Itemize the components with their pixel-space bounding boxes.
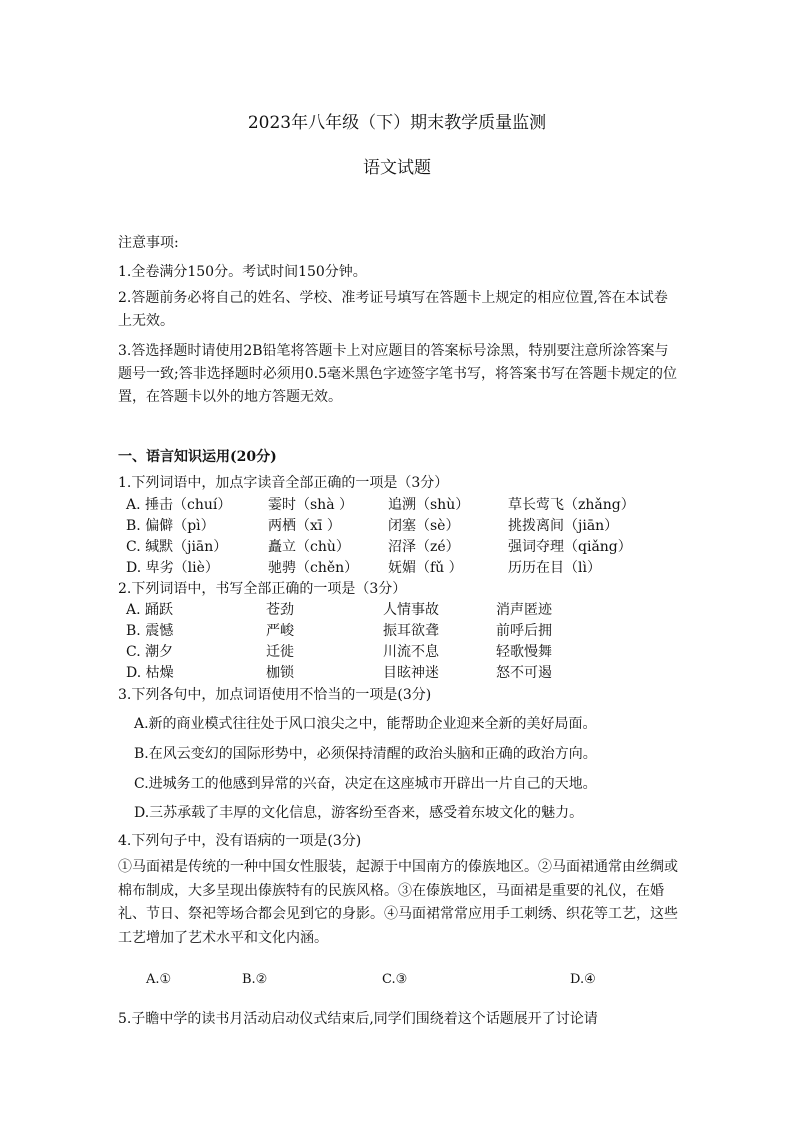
q1-option-row-b xyxy=(118,515,698,535)
q1-cell: 沼泽（zé） xyxy=(388,539,460,555)
q1-cell: B. 偏僻（pì） xyxy=(126,518,215,534)
q1-cell: D. 卑劣（liè） xyxy=(126,560,219,576)
section-heading: 一、语言知识运用(20分) xyxy=(118,449,277,465)
q4-option-a: A.① xyxy=(146,972,172,987)
q1-cell: 驰骋（chěn） xyxy=(268,560,359,576)
q2-option-row-c xyxy=(118,641,698,661)
q1-cell: 草长莺飞（zhǎng） xyxy=(508,497,635,513)
q4-option-c: C.③ xyxy=(382,972,408,987)
q2-option-row-a xyxy=(118,599,698,619)
q4-passage: ①马面裙是传统的一种中国女性服装，起源于中国南方的傣族地区。②马面裙通常由丝绸或棉布制成，大多呈现出傣族特有的民族风格。③在傣族地区，马面裙是重要的礼仪，在婚礼、节日、祭祀等场合都会见到它的身影。④马面裙常常应用手工刺绣、织花等工艺，这些工艺增加了艺术水平和文化内涵。 xyxy=(118,859,678,946)
q1-stem: 1.下列词语中，加点字读音全部正确的一项是（3分） xyxy=(118,475,449,491)
q2-cell: B. 震憾 xyxy=(126,623,174,639)
q2-cell: 川流不息 xyxy=(383,644,439,660)
q2-cell: 严峻 xyxy=(266,623,294,639)
q2-cell: 目眩神迷 xyxy=(383,665,439,681)
q2-cell: 枷锁 xyxy=(266,665,294,681)
q1-cell: A. 捶击（chuí） xyxy=(126,497,232,513)
q1-option-row-d xyxy=(118,557,698,577)
q2-cell: 苍劲 xyxy=(266,602,294,618)
q3-stem: 3.下列各句中，加点词语使用不恰当的一项是(3分) xyxy=(118,687,432,703)
notice-heading: 注意事项: xyxy=(118,235,179,251)
q2-stem: 2.下列词语中，书写全部正确的一项是（3分） xyxy=(118,581,407,597)
q4-option-d: D.④ xyxy=(570,972,596,987)
q2-cell: 振耳欲聋 xyxy=(383,623,439,639)
q1-option-row-a xyxy=(118,494,698,514)
q2-cell: 人情事故 xyxy=(383,602,439,618)
q3-option-b: B.在风云变幻的国际形势中，必须保持清醒的政治头脑和正确的政治方向。 xyxy=(134,746,597,762)
exam-title: 2023年八年级（下）期末教学质量监测 xyxy=(247,113,547,133)
q1-cell: 挑拨离间（jiān） xyxy=(508,518,619,534)
q3-option-a: A.新的商业模式往往处于风口浪尖之中，能帮助企业迎来全新的美好局面。 xyxy=(134,716,597,732)
q1-option-row-c xyxy=(118,536,698,556)
notice-item-1: 1.全卷满分150分。考试时间150分钟。 xyxy=(118,264,367,280)
q1-cell: 霎时（shà ） xyxy=(268,497,353,513)
q2-cell: 迁徙 xyxy=(266,644,294,660)
q2-option-row-b xyxy=(118,620,698,640)
q2-cell: 怒不可遏 xyxy=(496,665,552,681)
q1-cell: 历历在目（lì） xyxy=(508,560,601,576)
q2-cell: C. 潮夕 xyxy=(126,644,174,660)
q2-cell: 轻歌慢舞 xyxy=(496,644,552,660)
exam-subtitle: 语文试题 xyxy=(363,158,431,178)
q2-cell: 消声匿迹 xyxy=(496,602,552,618)
q2-cell: 前呼后拥 xyxy=(496,623,552,639)
q2-cell: A. 踊跃 xyxy=(126,602,174,618)
q1-cell: 强词夺理（qiǎng） xyxy=(508,539,632,555)
q1-cell: 追溯（shù） xyxy=(388,497,470,513)
q1-cell: 闭塞（sè） xyxy=(388,518,460,534)
q4-stem: 4.下列句子中，没有语病的一项是(3分) xyxy=(118,833,362,849)
q5-stem: 5.子瞻中学的读书月活动启动仪式结束后,同学们围绕着这个话题展开了讨论请 xyxy=(118,1011,598,1027)
q4-options xyxy=(118,972,678,992)
notice-item-2: 2.答题前务必将自己的姓名、学校、准考证号填写在答题卡上规定的相应位置,答在本试卷上无效。 xyxy=(118,290,668,329)
q1-cell: 妩媚（fǔ ） xyxy=(388,560,463,576)
q2-cell: D. 枯燥 xyxy=(126,665,174,681)
q1-cell: C. 缄默（jiān） xyxy=(126,539,228,555)
q4-option-b: B.② xyxy=(242,972,268,987)
notice-item-3: 3.答选择题时请使用2B铅笔将答题卡上对应题目的答案标号涂黑，特别要注意所涂答案与题号一致;答非选择题时必须用0.5毫米黑色字迹签字笔书写，将答案书写在答题卡规定的位置，在答题卡以外的地方答题无效。 xyxy=(118,343,677,405)
q1-cell: 两栖（xī ） xyxy=(268,518,341,534)
q3-option-d: D.三苏承载了丰厚的文化信息，游客纷至沓来，感受着东坡文化的魅力。 xyxy=(134,805,584,821)
q1-cell: 矗立（chù） xyxy=(268,539,350,555)
q2-option-row-d xyxy=(118,662,698,682)
q3-option-c: C.进城务工的他感到异常的兴奋，决定在这座城市开辟出一片自己的天地。 xyxy=(134,776,597,792)
